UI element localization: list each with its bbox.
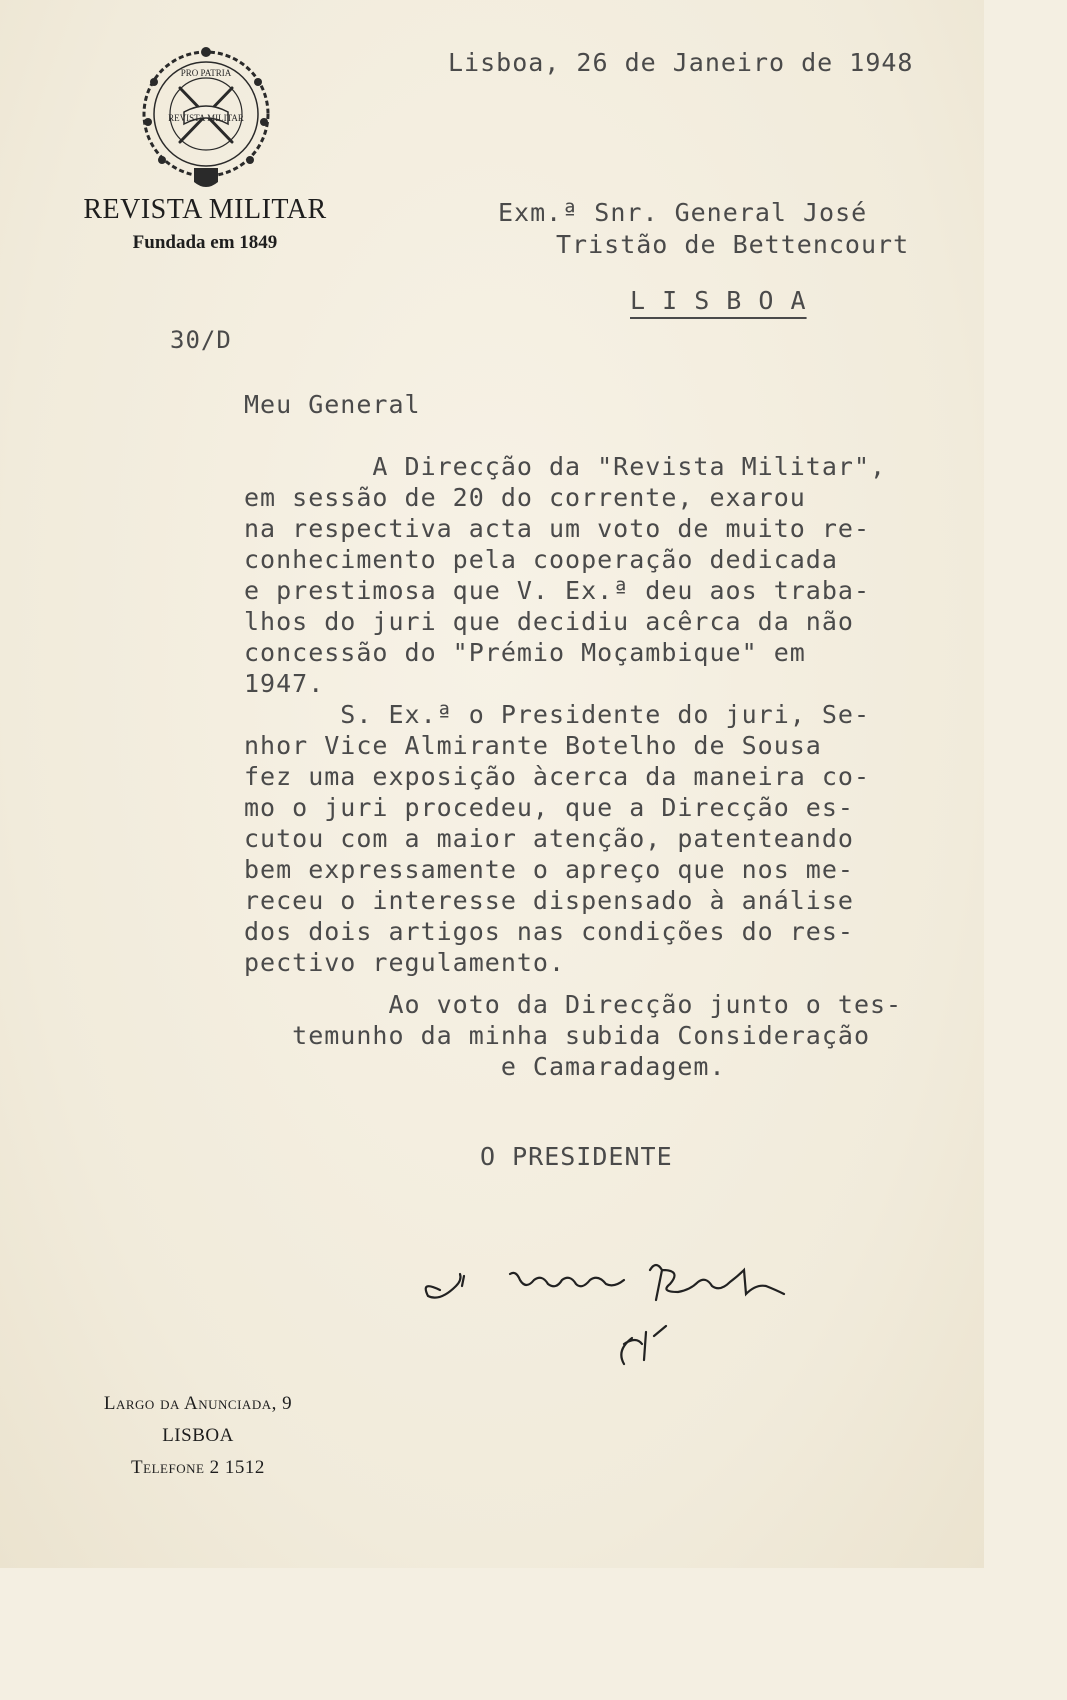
footer-phone: Telefone 2 1512 xyxy=(131,1457,265,1478)
recipient-line-2: Tristão de Bettencourt xyxy=(556,230,910,259)
body-line: concessão do "Prémio Moçambique" em xyxy=(244,638,806,667)
body-line: em sessão de 20 do corrente, exarou xyxy=(244,483,806,512)
body-line: na respectiva acta um voto de muito re- xyxy=(244,514,870,543)
body-line: dos dois artigos nas condições do res- xyxy=(244,917,854,946)
body-line: 1947. xyxy=(244,669,325,698)
signature-annotation: G.al xyxy=(640,1360,642,1361)
body-line: mo o juri procedeu, que a Direcção es- xyxy=(244,793,854,822)
emblem-motto-text: PRO PATRIA xyxy=(180,68,232,78)
body-line: bem expressamente o apreço que nos me- xyxy=(244,855,854,884)
emblem-ribbon-text: REVISTA MILITAR xyxy=(168,113,244,123)
founded-line: Fundada em 1849 xyxy=(132,232,278,253)
body-line: cutou com a maior atenção, patenteando xyxy=(244,824,854,853)
body-line: nhor Vice Almirante Botelho de Sousa xyxy=(244,731,822,760)
letterhead-brand xyxy=(40,194,370,254)
body-line: temunho da minha subida Consideração xyxy=(244,1021,870,1050)
letterhead-footer xyxy=(60,1388,336,1484)
recipient-line-1: Exm.ª Snr. General José xyxy=(498,198,868,227)
recipient-city: L I S B O A xyxy=(630,286,807,315)
body-line: pectivo regulamento. xyxy=(244,948,566,977)
salutation: Meu General xyxy=(244,390,421,419)
closing-title: O PRESIDENTE xyxy=(480,1142,673,1171)
signature-text: J. Teixeira Botelho xyxy=(610,1310,618,1311)
body-line: lhos do juri que decidiu acêrca da não xyxy=(244,607,854,636)
date-line: Lisboa, 26 de Janeiro de 1948 xyxy=(448,48,914,77)
body-line: A Direcção da "Revista Militar", xyxy=(244,452,887,481)
footer-city: LISBOA xyxy=(162,1425,234,1446)
footer-address: Largo da Anunciada, 9 xyxy=(103,1393,293,1414)
body-line: Ao voto da Direcção junto o tes- xyxy=(244,990,903,1019)
revista-militar-emblem-icon xyxy=(132,42,280,192)
magazine-name: REVISTA MILITAR xyxy=(83,194,327,225)
body-line: S. Ex.ª o Presidente do juri, Se- xyxy=(244,700,870,729)
body-line: e prestimosa que V. Ex.ª deu aos traba- xyxy=(244,576,870,605)
handwritten-signature xyxy=(410,1240,810,1370)
body-line: receu o interesse dispensado à análise xyxy=(244,886,854,915)
reference-number: 30/D xyxy=(170,326,232,354)
body-line: conhecimento pela cooperação dedicada xyxy=(244,545,838,574)
body-line: e Camaradagem. xyxy=(244,1052,726,1081)
body-line: fez uma exposição àcerca da maneira co- xyxy=(244,762,870,791)
